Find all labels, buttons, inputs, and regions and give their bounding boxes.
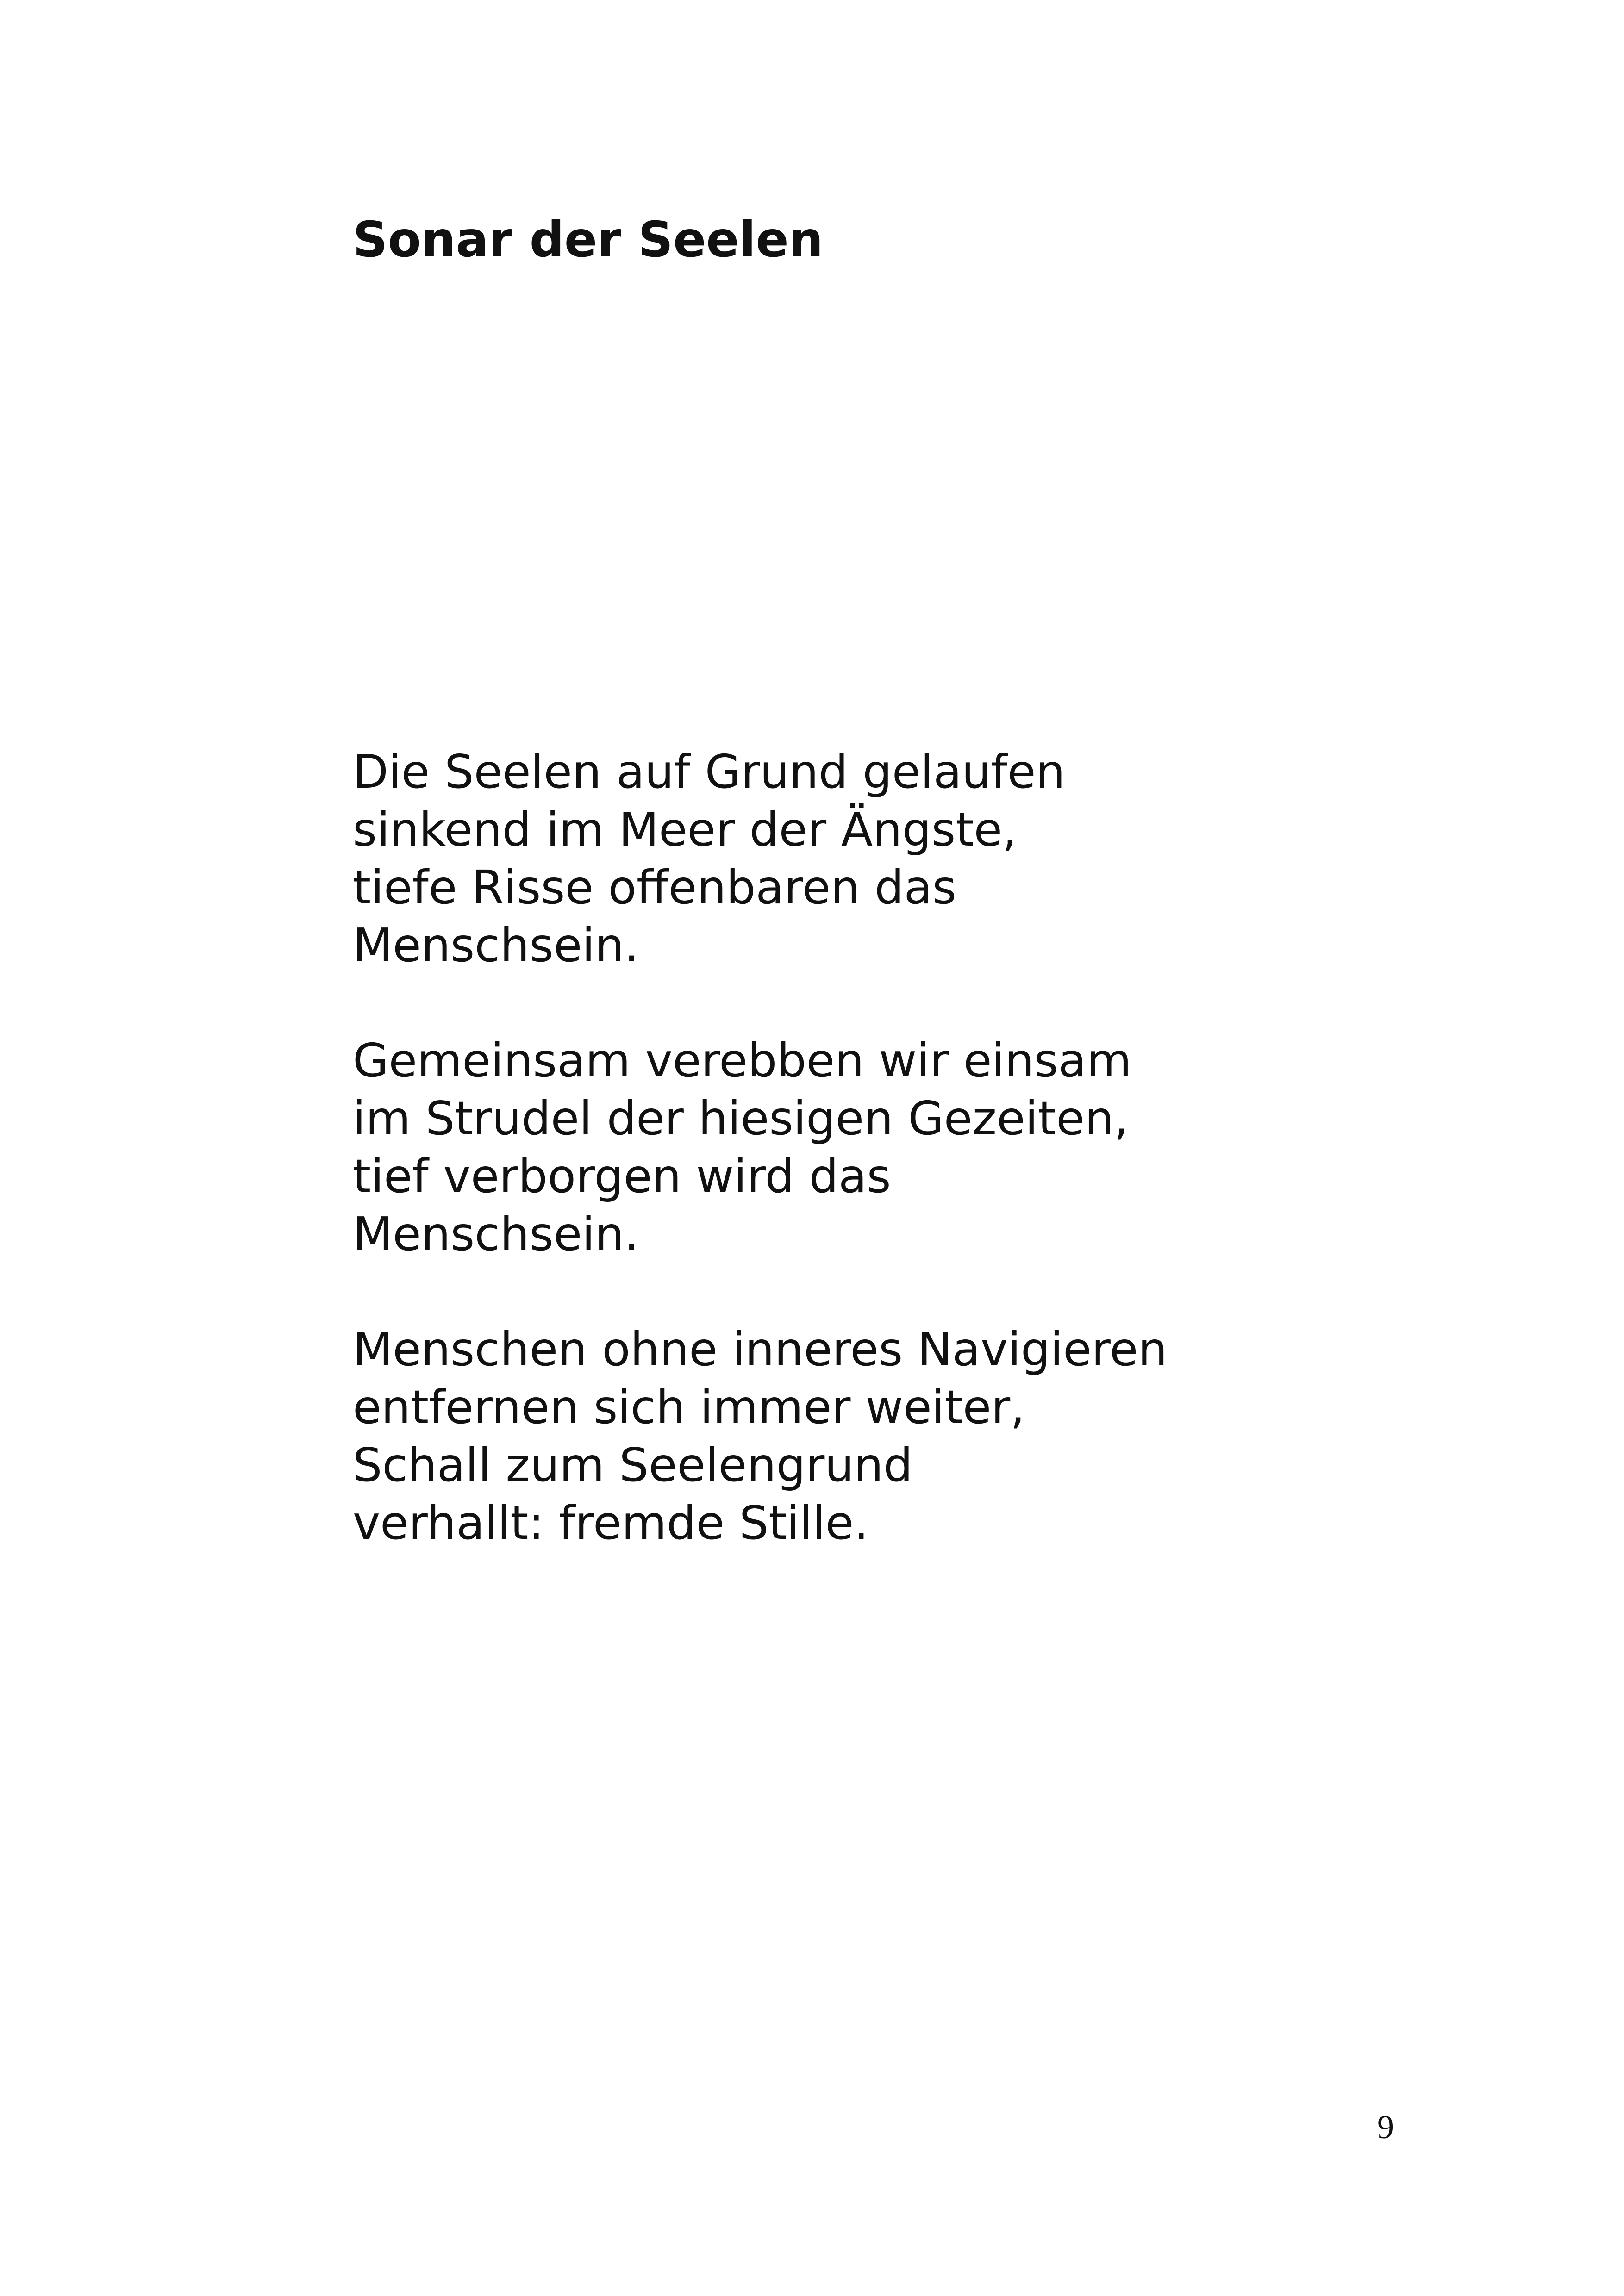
poem-line: Schall zum Seelengrund <box>353 1438 913 1492</box>
page-number: 9 <box>1377 2109 1394 2146</box>
poem-title: Sonar der Seelen <box>353 212 824 268</box>
poem-line: im Strudel der hiesigen Gezeiten, <box>353 1091 1129 1145</box>
poem-line: tief verborgen wird das <box>353 1149 891 1203</box>
poem-line: sinkend im Meer der Ängste, <box>353 803 1017 857</box>
poem-line: verhallt: fremde Stille. <box>353 1496 869 1550</box>
poem-line: Menschen ohne inneres Navigieren <box>353 1322 1168 1376</box>
poem-line: Gemeinsam verebben wir einsam <box>353 1033 1132 1088</box>
poem-line: entfernen sich immer weiter, <box>353 1380 1025 1434</box>
poem-line: Menschsein. <box>353 918 639 972</box>
poem-line: Die Seelen auf Grund gelaufen <box>353 745 1065 799</box>
poem-line: Menschsein. <box>353 1207 639 1261</box>
poem-body <box>353 743 1232 1552</box>
stanza-3 <box>353 1320 1232 1552</box>
poem-line: tiefe Risse offenbaren das <box>353 860 957 915</box>
stanza-2 <box>353 1032 1232 1263</box>
stanza-1 <box>353 743 1232 974</box>
